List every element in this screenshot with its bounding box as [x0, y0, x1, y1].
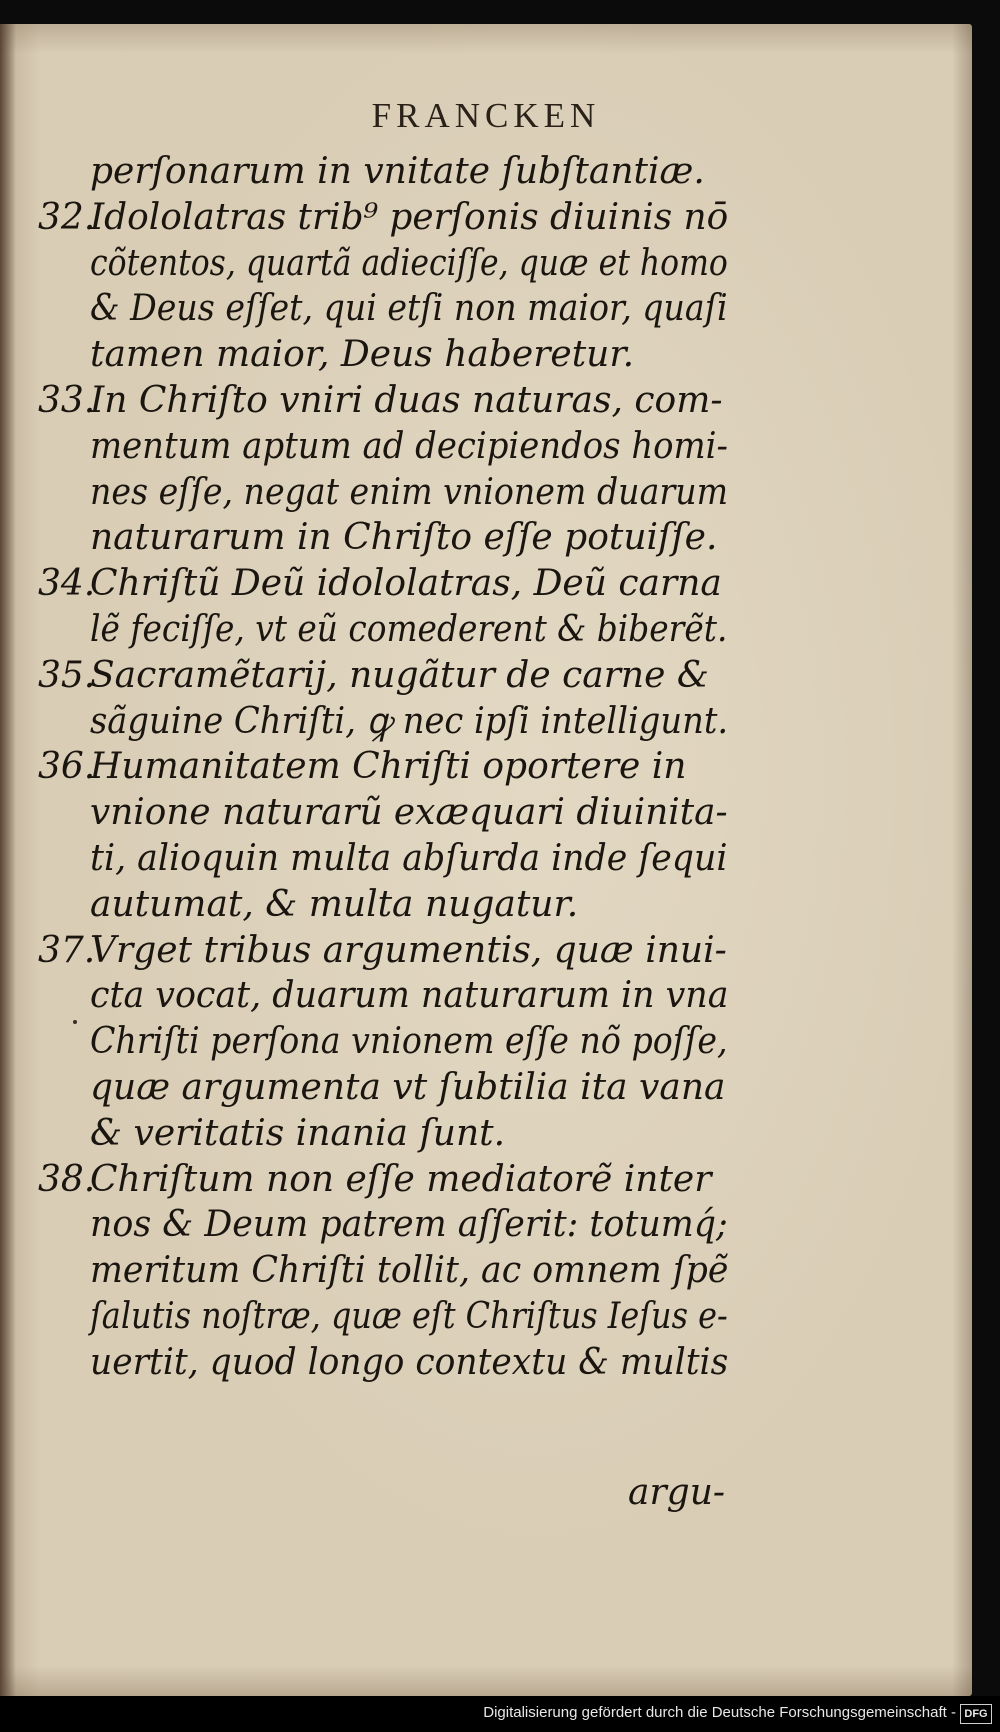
entry-text: autumat, & multa nugatur. — [90, 883, 579, 925]
text-line — [38, 242, 728, 290]
entry-text: sãguine Chriſti, ꝙ nec ipſi intelligunt. — [90, 700, 729, 742]
entry-text: uertit, quod longo contextu & multis — [90, 1341, 729, 1383]
entry-text: nes eſſe, negat enim vnionem duarum — [90, 471, 729, 513]
entry-text: Chriſtum non eſſe mediatorẽ inter — [90, 1158, 712, 1200]
entry-number: 33. — [38, 380, 96, 421]
text-line — [38, 1249, 728, 1297]
entry-number: 38. — [38, 1158, 96, 1200]
text-line — [38, 425, 728, 473]
text-line — [38, 654, 728, 702]
dfg-logo-icon: DFG — [960, 1704, 992, 1724]
text-line — [38, 1066, 728, 1114]
entry-text: cta vocat, duarum naturarum in vna — [90, 975, 729, 1017]
text-line — [38, 150, 728, 198]
entry-text: naturarum in Chriſto eſſe potuiſſe. — [90, 517, 718, 559]
entry-number: 35. — [38, 654, 96, 696]
entry-text: vnione naturarũ exæquari diuinita- — [90, 792, 728, 834]
catchword: argu- — [628, 1472, 726, 1513]
text-line — [38, 1020, 728, 1068]
entry-text: Idololatras trib⁹ perſonis diuinis nō — [90, 196, 729, 238]
text-line — [38, 791, 728, 839]
text-line — [38, 837, 728, 885]
digitization-footer — [0, 1696, 1000, 1732]
text-line — [38, 1158, 728, 1206]
text-line — [38, 608, 728, 656]
text-line — [38, 929, 728, 977]
text-line — [38, 974, 728, 1022]
entry-text: Humanitatem Chriſti oportere in — [90, 746, 687, 788]
text-line — [38, 562, 728, 610]
entry-text: & Deus eſſet, qui etſi non maior, quaſi — [90, 288, 728, 330]
entry-text: In Chriſto vniri duas naturas, com- — [90, 380, 723, 421]
entry-number: 34. — [38, 563, 96, 605]
entry-number: 32. — [38, 196, 96, 238]
margin-mark — [73, 1020, 77, 1024]
entry-text: ti, alioquin multa abſurda inde ſequi — [90, 838, 728, 879]
entry-text: meritum Chriſti tollit, ac omnem ſpẽ — [90, 1250, 729, 1292]
text-line — [38, 883, 728, 931]
entry-text: Chriſtũ Deũ idololatras, Deũ carna — [90, 563, 722, 605]
text-line — [38, 516, 728, 564]
entry-text: nos & Deum patrem aſſerit: totumq́; — [90, 1204, 728, 1246]
text-line — [38, 333, 728, 381]
entry-text: & veritatis inania ſunt. — [90, 1112, 506, 1154]
entry-text: perſonarum in vnitate ſubſtantiæ. — [90, 151, 705, 192]
entry-number: 36. — [38, 746, 96, 788]
entry-text: lẽ feciſſe, vt eũ comederent & biberẽt. — [90, 609, 728, 650]
text-line — [38, 196, 728, 244]
text-line — [38, 1203, 728, 1251]
text-line — [38, 700, 728, 748]
text-line — [38, 471, 728, 519]
text-line — [38, 379, 728, 427]
running-title: FRANCKEN — [371, 96, 601, 135]
entry-text: Vrget tribus argumentis, quæ inui- — [90, 929, 727, 971]
entry-text: tamen maior, Deus haberetur. — [90, 334, 635, 376]
entry-text: mentum aptum ad decipiendos homi- — [90, 425, 728, 467]
entry-number: 37. — [38, 929, 96, 971]
entry-text: quæ argumenta vt ſubtilia ita vana — [90, 1067, 726, 1108]
entry-text: Sacramẽtarij, nugãtur de carne & — [90, 654, 709, 696]
footer-credit: Digitalisierung gefördert durch die Deutsche Forschungsgemeinschaft - — [483, 1704, 956, 1721]
text-line — [38, 745, 728, 793]
page-gutter-shadow — [0, 24, 16, 1696]
entry-text: ſalutis noſtræ, quæ eſt Chriſtus Ieſus e- — [90, 1296, 728, 1337]
entry-text: Chriſti perſona vnionem eſſe nõ poſſe, — [90, 1021, 728, 1063]
text-line — [38, 1341, 728, 1389]
text-line — [38, 1295, 728, 1343]
entry-text: cõtentos, quartã adieciſſe, quæ et homo — [90, 242, 728, 284]
text-line — [38, 1112, 728, 1160]
text-line — [38, 287, 728, 335]
